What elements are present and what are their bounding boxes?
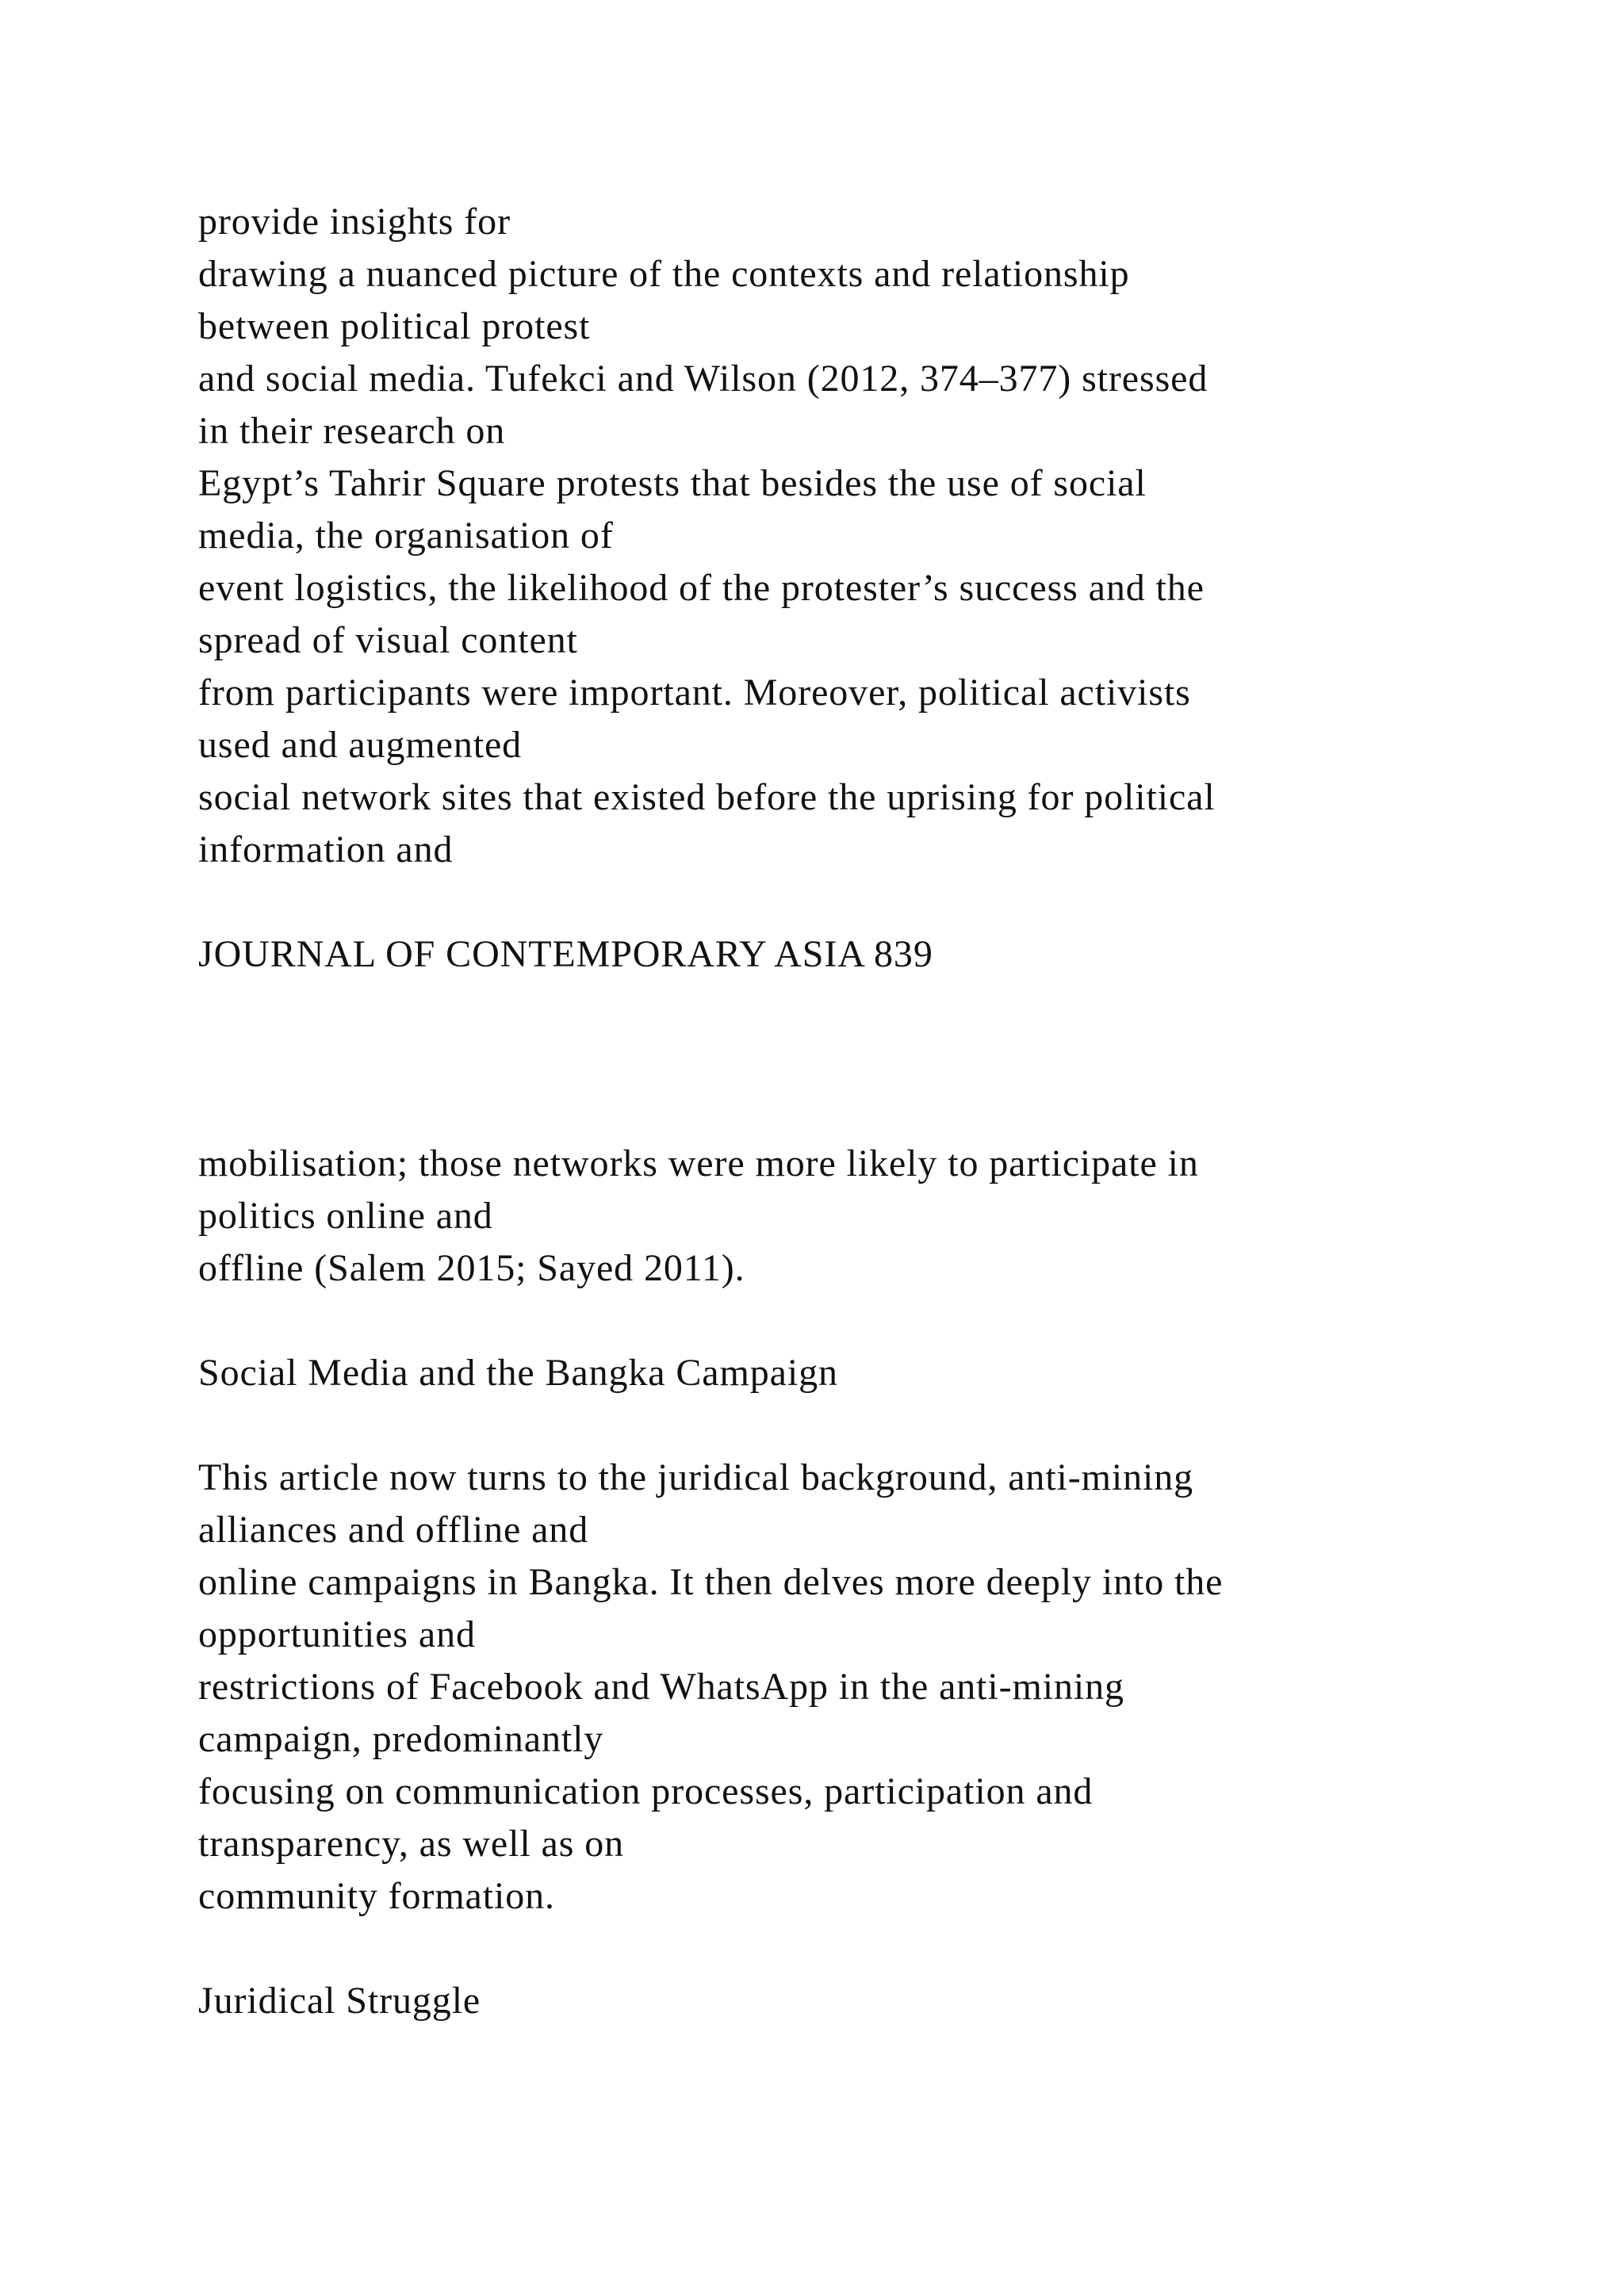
text-line: Egypt’s Tahrir Square protests that besides the use of social: [198, 462, 1147, 504]
text-line: media, the organisation of: [198, 515, 614, 557]
text-line: mobilisation; those networks were more likely to participate in: [198, 1142, 1199, 1184]
text-line: alliances and offline and: [198, 1509, 589, 1551]
text-line: transparency, as well as on: [198, 1823, 624, 1865]
text-line: restrictions of Facebook and WhatsApp in the anti-mining: [198, 1666, 1124, 1708]
subsection-heading: Juridical Struggle: [198, 1980, 481, 2022]
text-line: spread of visual content: [198, 619, 578, 661]
text-line: politics online and: [198, 1195, 493, 1237]
text-line: focusing on communication processes, participation and: [198, 1770, 1094, 1812]
text-line: This article now turns to the juridical background, anti-mining: [198, 1456, 1194, 1498]
running-footer: JOURNAL OF CONTEMPORARY ASIA 839: [198, 933, 933, 975]
text-line: between political protest: [198, 305, 591, 347]
text-line: drawing a nuanced picture of the contexts and relationship: [198, 253, 1130, 295]
text-line: used and augmented: [198, 724, 523, 766]
text-line: online campaigns in Bangka. It then delves more deeply into the: [198, 1561, 1224, 1603]
text-line: opportunities and: [198, 1613, 476, 1655]
text-line: community formation.: [198, 1875, 555, 1917]
text-line: event logistics, the likelihood of the protester’s success and the: [198, 567, 1205, 609]
text-line: information and: [198, 828, 454, 871]
text-line: offline (Salem 2015; Sayed 2011).: [198, 1247, 745, 1289]
text-line: provide insights for: [198, 201, 511, 243]
text-line: from participants were important. Moreover, political activists: [198, 672, 1191, 714]
section-heading: Social Media and the Bangka Campaign: [198, 1352, 838, 1394]
text-line: campaign, predominantly: [198, 1718, 604, 1760]
text-line: in their research on: [198, 410, 506, 452]
text-line: and social media. Tufekci and Wilson (2012, 374–377) stressed: [198, 358, 1208, 400]
text-line: social network sites that existed before the uprising for political: [198, 776, 1216, 818]
